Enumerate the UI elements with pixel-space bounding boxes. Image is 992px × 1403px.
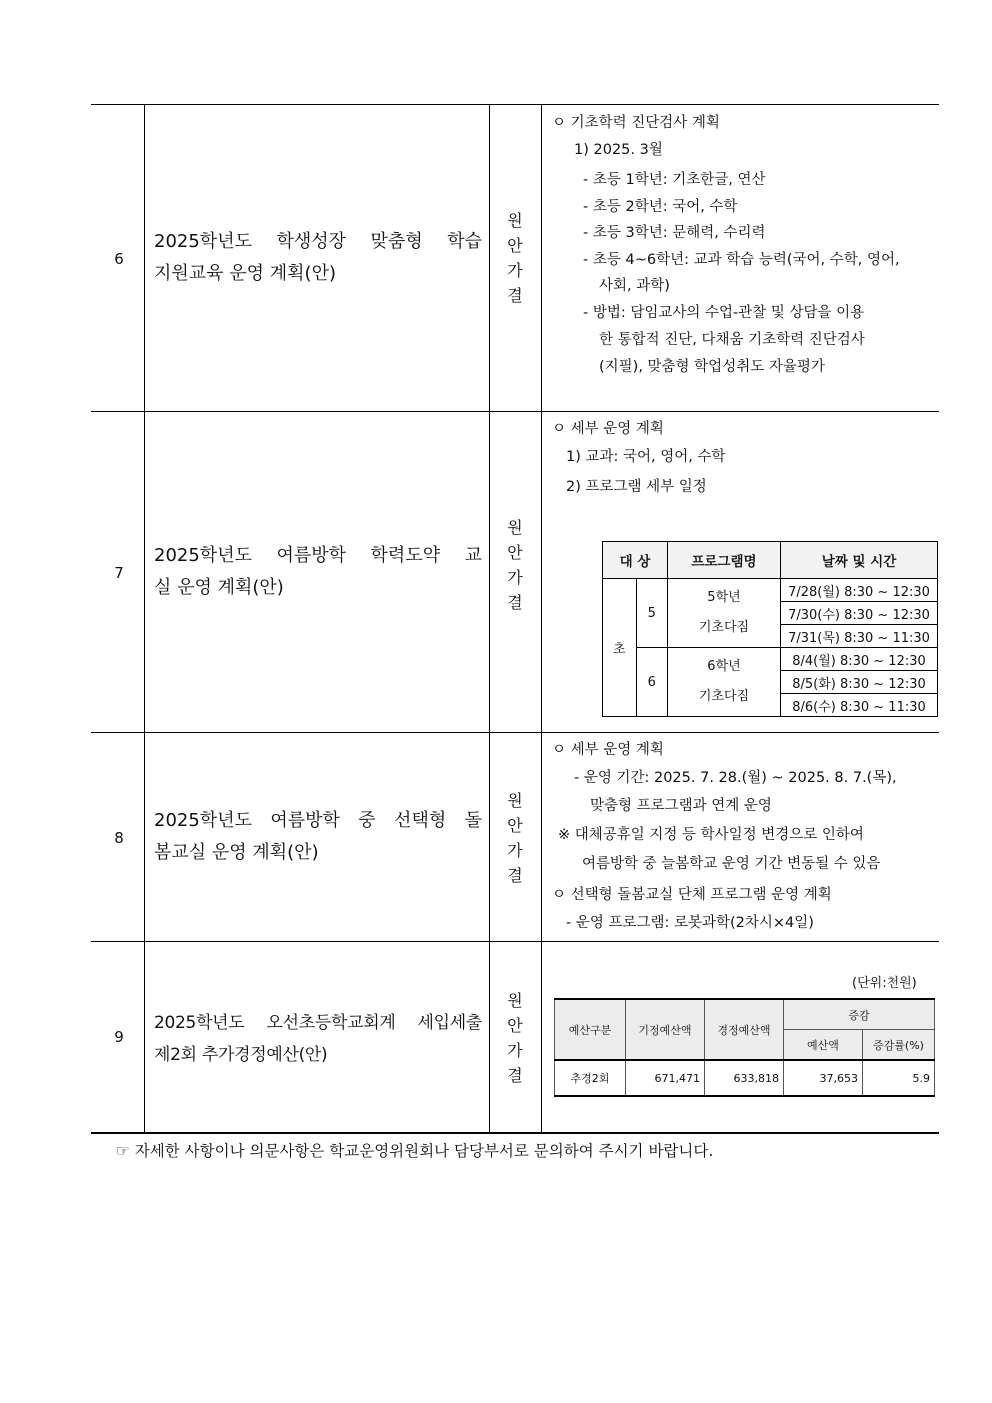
agenda-result (490, 988, 540, 1088)
col-header-target: 대 상 (603, 542, 668, 579)
content-line: 2) 프로그램 세부 일정 (566, 479, 707, 495)
content-line: - 운영 프로그램: 로봇과학(2차시×4일) (566, 915, 814, 931)
result-char: 가 (507, 1041, 523, 1060)
program-name-line: 5학년 (707, 590, 741, 605)
content-line: ㅇ 기초학력 진단검사 계획 (552, 115, 720, 131)
program-name-cell (668, 648, 781, 717)
col-header-change-rate: 증감률(%) (863, 1030, 935, 1061)
result-char: 결 (507, 593, 523, 612)
existing-budget-cell: 671,471 (626, 1060, 705, 1096)
row-divider (91, 411, 939, 412)
datetime-cell: 7/30(수) 8:30 ~ 12:30 (781, 602, 938, 625)
agenda-title-line: 제2회 추가경정예산(안) (154, 1045, 328, 1065)
agenda-result (490, 788, 540, 888)
content-line: - 초등 4~6학년: 교과 학습 능력(국어, 수학, 영어, (583, 252, 900, 268)
table-top-border (91, 104, 939, 105)
program-name-line: 기초다짐 (698, 689, 750, 704)
result-char: 안 (507, 1016, 523, 1035)
school-level-cell: 초 (603, 579, 637, 717)
result-char: 원 (507, 211, 523, 230)
content-line: 1) 2025. 3월 (574, 142, 663, 158)
result-char: 원 (507, 991, 523, 1010)
result-char: 결 (507, 286, 523, 305)
budget-unit: (단위:천원) (852, 976, 917, 991)
content-line: - 초등 2학년: 국어, 수학 (583, 199, 738, 215)
agenda-title-line: 지원교육 운영 계획(안) (154, 263, 336, 284)
agenda-title-line: 2025학년도 여름방학 중 선택형 돌 (154, 810, 482, 831)
footer-note: ☞ 자세한 사항이나 의문사항은 학교운영위원회나 담당부서로 문의하여 주시기 바랍니다. (116, 1142, 714, 1160)
column-divider (541, 104, 542, 1132)
agenda-title-line: 2025학년도 오선초등학교회계 세입세출 (154, 1013, 482, 1033)
change-rate-cell: 5.9 (863, 1060, 935, 1096)
row-divider (91, 941, 939, 942)
result-char: 가 (507, 841, 523, 860)
result-char: 가 (507, 261, 523, 280)
agenda-result (490, 208, 540, 308)
col-header-existing-budget: 기정예산액 (626, 999, 705, 1060)
agenda-title-line: 실 운영 계획(안) (154, 577, 284, 598)
grade-cell: 6 (636, 648, 667, 717)
table-row (555, 1060, 935, 1096)
table-header-row (603, 542, 938, 579)
program-name-cell (668, 579, 781, 648)
agenda-title (154, 226, 482, 290)
agenda-title-line: 2025학년도 여름방학 학력도약 교 (154, 545, 482, 566)
col-header-revised-budget: 경정예산액 (705, 999, 784, 1060)
col-header-change: 증감 (784, 999, 935, 1030)
content-line: 한 통합적 진단, 다채움 기초학력 진단검사 (599, 332, 865, 348)
budget-type-cell: 추경2회 (555, 1060, 626, 1096)
content-line: - 운영 기간: 2025. 7. 28.(월) ~ 2025. 8. 7.(목), (574, 770, 897, 786)
result-char: 원 (507, 791, 523, 810)
datetime-cell: 8/5(화) 8:30 ~ 12:30 (781, 671, 938, 694)
table-header-row (555, 999, 935, 1030)
datetime-cell: 7/31(목) 8:30 ~ 11:30 (781, 625, 938, 648)
col-header-datetime: 날짜 및 시간 (781, 542, 938, 579)
grade-cell: 5 (636, 579, 667, 648)
datetime-cell: 7/28(월) 8:30 ~ 12:30 (781, 579, 938, 602)
change-amount-cell: 37,653 (784, 1060, 863, 1096)
table-bottom-border (91, 1132, 939, 1134)
result-char: 안 (507, 543, 523, 562)
content-line: - 초등 1학년: 기초한글, 연산 (583, 172, 766, 188)
result-char: 결 (507, 866, 523, 885)
content-line: 맞춤형 프로그램과 연계 운영 (590, 798, 772, 814)
content-line: 사회, 과학) (599, 278, 670, 294)
col-header-amount: 예산액 (784, 1030, 863, 1061)
content-line: - 초등 3학년: 문해력, 수리력 (583, 225, 766, 241)
row-divider (91, 732, 939, 733)
datetime-cell: 8/4(월) 8:30 ~ 12:30 (781, 648, 938, 671)
col-header-budget-type: 예산구분 (555, 999, 626, 1060)
col-header-program: 프로그램명 (668, 542, 781, 579)
content-line: ㅇ 세부 운영 계획 (552, 421, 664, 437)
agenda-title-line: 봄교실 운영 계획(안) (154, 842, 319, 863)
datetime-cell: 8/6(수) 8:30 ~ 11:30 (781, 694, 938, 717)
agenda-number: 6 (114, 250, 124, 268)
content-line: - 방법: 담임교사의 수업-관찰 및 상담을 이용 (583, 305, 865, 321)
content-line: 1) 교과: 국어, 영어, 수학 (566, 449, 726, 465)
agenda-title (154, 805, 482, 869)
result-char: 안 (507, 816, 523, 835)
agenda-title-line: 2025학년도 학생성장 맞춤형 학습 (154, 231, 482, 252)
program-name-line: 6학년 (707, 659, 741, 674)
program-name-line: 기초다짐 (698, 620, 750, 635)
table-row (603, 648, 938, 671)
revised-budget-cell: 633,818 (705, 1060, 784, 1096)
program-schedule-table (602, 541, 938, 717)
content-line: ㅇ 선택형 돌봄교실 단체 프로그램 운영 계획 (552, 887, 832, 903)
result-char: 안 (507, 236, 523, 255)
content-line: ㅇ 세부 운영 계획 (552, 742, 664, 758)
budget-table (554, 998, 935, 1097)
agenda-number: 8 (114, 829, 124, 847)
result-char: 가 (507, 568, 523, 587)
result-char: 결 (507, 1066, 523, 1085)
table-row (603, 579, 938, 602)
agenda-number: 9 (114, 1028, 124, 1046)
agenda-number: 7 (114, 564, 124, 582)
content-line: ※ 대체공휴일 지정 등 학사일정 변경으로 인하여 (558, 827, 864, 843)
content-line: 여름방학 중 늘봄학교 운영 기간 변동될 수 있음 (582, 856, 881, 872)
result-char: 원 (507, 518, 523, 537)
content-line: (지필), 맞춤형 학업성취도 자율평가 (599, 359, 825, 375)
agenda-result (490, 515, 540, 615)
agenda-title (154, 540, 482, 604)
agenda-title (154, 1007, 482, 1071)
